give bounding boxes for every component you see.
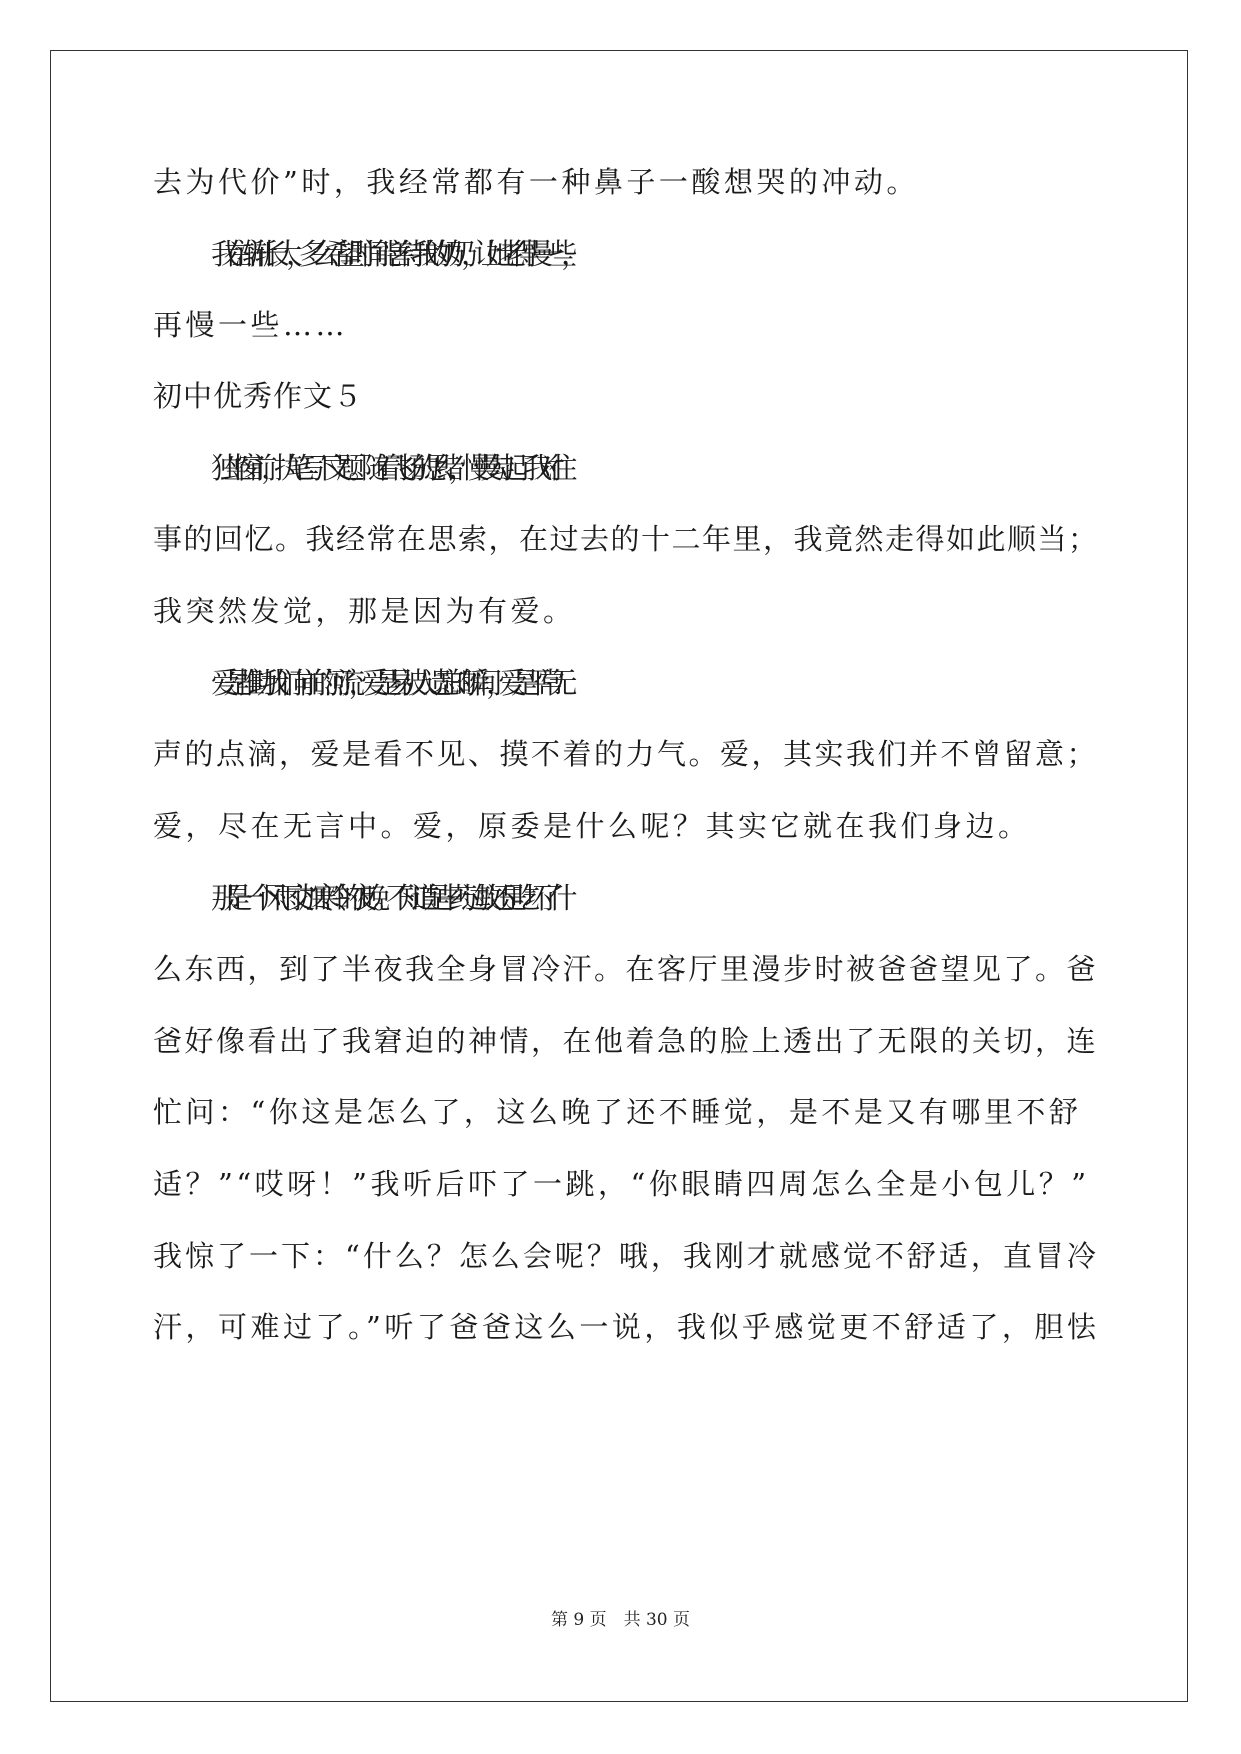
text-line: 适？”“哎呀！”我听后吓了一跳，“你眼睛四周怎么全是小包儿？”	[153, 1167, 1090, 1201]
text-line: 去为代价”时，我经常都有一种鼻子一酸想哭的冲动。	[153, 165, 919, 199]
text-line: 那是一个风雨交加寒冷的夜晚。不知道是中药过敏还是吃坏了什	[211, 881, 562, 915]
text-line: 么东西，到了半夜我全身冒冷汗。在客厅里漫步时被爸爸望见了。爸	[153, 952, 1099, 986]
text-line: 爱是推助我们向前的河流，爱是易被人遗忘的瞬间，爱是平常无	[211, 666, 562, 700]
text-line: 我在渐渐长大，多么希望时间能善待我的奶奶，让她老得慢一些，	[211, 237, 574, 271]
page-border	[50, 50, 1188, 1702]
text-line: 我突然发觉，那是因为有爱。	[153, 594, 576, 628]
text-line: 爸好像看出了我窘迫的神情，在他着急的脸上透出了无限的关切，连	[153, 1024, 1099, 1058]
text-line: 汗，可难过了。”听了爸爸这么一说，我似乎感觉更不舒适了，胆怯	[153, 1310, 1100, 1344]
text-line: 爱，尽在无言中。爱，原委是什么呢？其实它就在我们身边。	[153, 809, 1031, 843]
text-line: 事的回忆。我经常在思索，在过去的十二年里，我竟然走得如此顺当；	[153, 522, 1099, 556]
text-line: 再慢一些……	[153, 308, 349, 342]
section-heading: 初中优秀作文５	[153, 379, 364, 413]
text-line: 我惊了一下：“什么？怎么会呢？哦，我刚才就感觉不舒适，直冒冷	[153, 1239, 1099, 1273]
text-line: 独坐窗前，执笔写下文题。随着飞扬的思绪，慢慢勾起了我对往	[211, 451, 562, 485]
text-line: 声的点滴，爱是看不见、摸不着的力气。爱，其实我们并不曾留意；	[153, 737, 1099, 771]
page-number: 第 9 页 共 30 页	[550, 1610, 691, 1630]
text-line: 忙问：“你这是怎么了，这么晚了还不睡觉，是不是又有哪里不舒	[153, 1095, 1082, 1129]
